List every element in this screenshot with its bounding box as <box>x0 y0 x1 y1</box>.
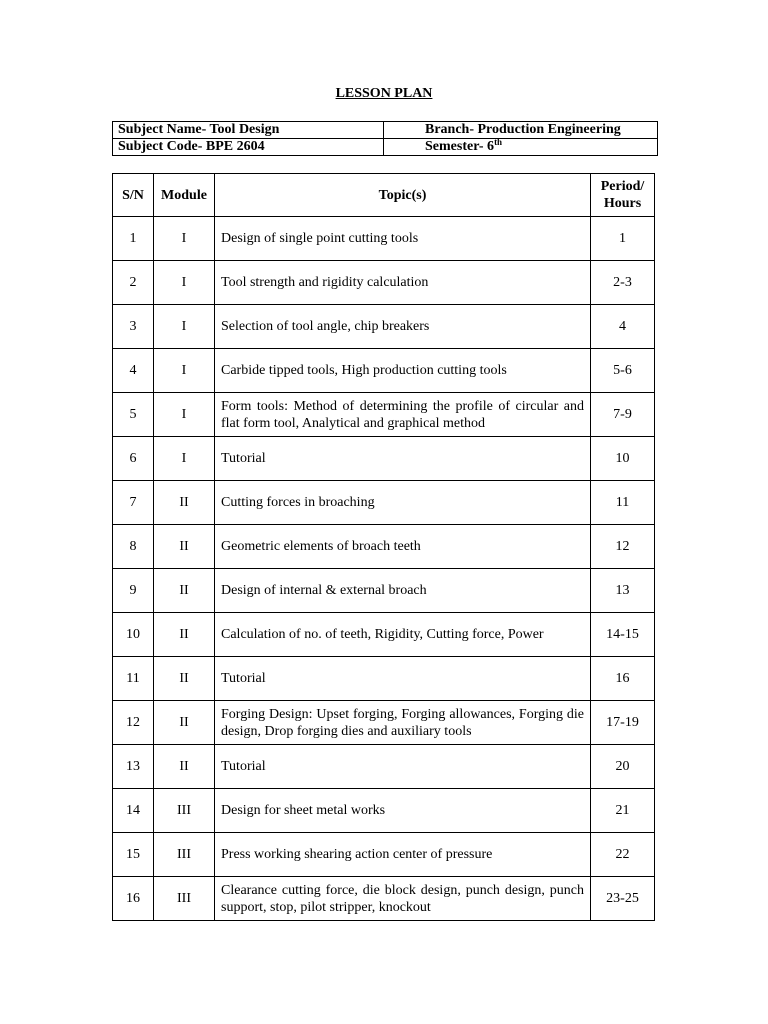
cell-module: I <box>154 393 215 437</box>
cell-module: II <box>154 701 215 745</box>
semester-label: Semester- 6 <box>425 139 495 154</box>
header-sn: S/N <box>113 174 154 217</box>
cell-hours: 2-3 <box>591 261 655 305</box>
subject-info-row <box>113 122 658 139</box>
cell-module: I <box>154 261 215 305</box>
table-body <box>113 217 655 921</box>
cell-hours: 4 <box>591 305 655 349</box>
header-module: Module <box>154 174 215 217</box>
table-row <box>113 305 655 349</box>
cell-topic: Design of internal & external broach <box>215 569 591 613</box>
cell-topic: Geometric elements of broach teeth <box>215 525 591 569</box>
cell-sn: 7 <box>113 481 154 525</box>
cell-module: II <box>154 745 215 789</box>
subject-name: Subject Name- Tool Design <box>113 122 384 139</box>
cell-module: II <box>154 657 215 701</box>
cell-sn: 4 <box>113 349 154 393</box>
cell-topic: Design for sheet metal works <box>215 789 591 833</box>
table-header-row <box>113 174 655 217</box>
cell-sn: 8 <box>113 525 154 569</box>
cell-hours: 13 <box>591 569 655 613</box>
cell-hours: 14-15 <box>591 613 655 657</box>
cell-topic: Calculation of no. of teeth, Rigidity, Cutting force, Power <box>215 613 591 657</box>
table-row <box>113 437 655 481</box>
header-topic: Topic(s) <box>215 174 591 217</box>
table-row <box>113 569 655 613</box>
cell-hours: 23-25 <box>591 877 655 921</box>
cell-sn: 15 <box>113 833 154 877</box>
header-hours: Hours <box>603 196 642 211</box>
cell-hours: 22 <box>591 833 655 877</box>
cell-sn: 10 <box>113 613 154 657</box>
cell-module: I <box>154 217 215 261</box>
cell-topic: Tool strength and rigidity calculation <box>215 261 591 305</box>
cell-module: III <box>154 833 215 877</box>
table-row <box>113 525 655 569</box>
table-row <box>113 349 655 393</box>
cell-hours: 12 <box>591 525 655 569</box>
branch: Branch- Production Engineering <box>384 122 658 139</box>
cell-hours: 16 <box>591 657 655 701</box>
cell-topic: Design of single point cutting tools <box>215 217 591 261</box>
cell-module: I <box>154 437 215 481</box>
cell-hours: 5-6 <box>591 349 655 393</box>
table-row <box>113 613 655 657</box>
table-row <box>113 481 655 525</box>
table-row <box>113 393 655 437</box>
cell-module: III <box>154 877 215 921</box>
header-period-hours <box>591 174 655 217</box>
cell-topic: Tutorial <box>215 657 591 701</box>
header-period: Period/ <box>600 179 645 194</box>
cell-sn: 12 <box>113 701 154 745</box>
cell-module: II <box>154 481 215 525</box>
cell-hours: 10 <box>591 437 655 481</box>
table-row <box>113 833 655 877</box>
cell-topic: Tutorial <box>215 745 591 789</box>
lesson-plan-table <box>112 173 655 921</box>
cell-module: II <box>154 525 215 569</box>
cell-sn: 1 <box>113 217 154 261</box>
page-title: LESSON PLAN <box>335 86 433 101</box>
cell-sn: 3 <box>113 305 154 349</box>
cell-module: II <box>154 613 215 657</box>
cell-hours: 17-19 <box>591 701 655 745</box>
cell-hours: 20 <box>591 745 655 789</box>
cell-sn: 16 <box>113 877 154 921</box>
cell-module: III <box>154 789 215 833</box>
cell-topic: Cutting forces in broaching <box>215 481 591 525</box>
subject-code: Subject Code- BPE 2604 <box>113 139 384 156</box>
cell-hours: 7-9 <box>591 393 655 437</box>
cell-topic: Tutorial <box>215 437 591 481</box>
subject-info-row <box>113 139 658 156</box>
cell-module: I <box>154 349 215 393</box>
cell-sn: 2 <box>113 261 154 305</box>
table-row <box>113 657 655 701</box>
table-row <box>113 745 655 789</box>
cell-topic: Press working shearing action center of pressure <box>215 833 591 877</box>
cell-sn: 5 <box>113 393 154 437</box>
cell-sn: 11 <box>113 657 154 701</box>
cell-sn: 9 <box>113 569 154 613</box>
cell-hours: 11 <box>591 481 655 525</box>
table-row <box>113 217 655 261</box>
cell-module: II <box>154 569 215 613</box>
cell-topic: Selection of tool angle, chip breakers <box>215 305 591 349</box>
cell-module: I <box>154 305 215 349</box>
table-row <box>113 789 655 833</box>
cell-topic: Form tools: Method of determining the profile of circular and flat form tool, Analytical and graphical method <box>215 393 591 437</box>
table-row <box>113 877 655 921</box>
cell-topic: Forging Design: Upset forging, Forging allowances, Forging die design, Drop forging dies and auxiliary tools <box>215 701 591 745</box>
cell-topic: Carbide tipped tools, High production cutting tools <box>215 349 591 393</box>
table-row <box>113 261 655 305</box>
cell-topic: Clearance cutting force, die block design, punch design, punch support, stop, pilot stripper, knockout <box>215 877 591 921</box>
cell-hours: 21 <box>591 789 655 833</box>
table-row <box>113 701 655 745</box>
cell-sn: 6 <box>113 437 154 481</box>
cell-sn: 13 <box>113 745 154 789</box>
subject-info-table <box>112 121 658 156</box>
cell-hours: 1 <box>591 217 655 261</box>
cell-sn: 14 <box>113 789 154 833</box>
semester <box>384 139 658 156</box>
semester-suffix: th <box>494 137 503 147</box>
